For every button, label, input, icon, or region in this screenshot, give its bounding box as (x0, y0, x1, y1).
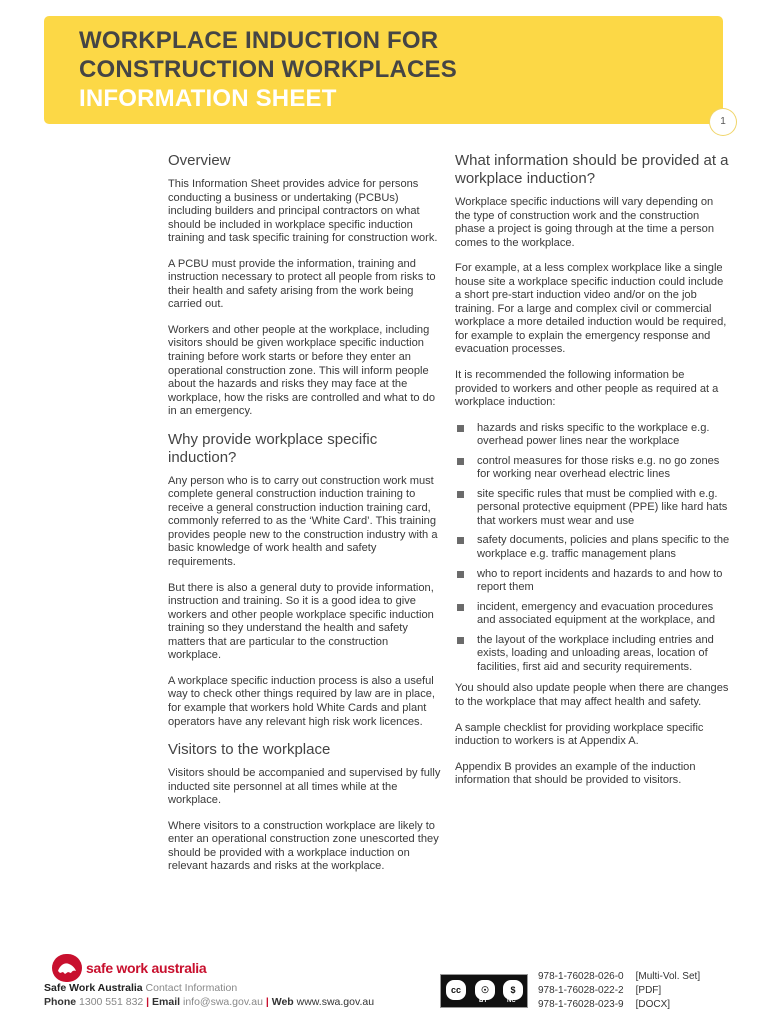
list-item-text: who to report incidents and hazards to and how to report them (477, 567, 723, 594)
cc-by-person-icon: ☉ (473, 978, 497, 1002)
document-title (79, 26, 457, 113)
square-bullet-icon (457, 491, 464, 498)
left-column (168, 152, 443, 886)
isbn-number: 978-1-76028-023-9 (538, 999, 624, 1010)
web-label: Web (271, 996, 294, 1008)
separator: | (265, 996, 269, 1008)
why-paragraph-2: But there is also a general duty to provide information, instruction and training. So it is a good idea to give workers and other people workplace specific induction training so they understand the health and safety matters that are particular to the construction workplace. (168, 581, 434, 662)
info-paragraph-4: You should also update people when there are changes to the workplace that may affect health and safety. (455, 682, 729, 708)
isbn-row (538, 998, 700, 1012)
overview-heading: Overview (168, 152, 231, 169)
visitors-heading: Visitors to the workplace (168, 741, 331, 759)
phone-number: 1300 551 832 (79, 996, 144, 1008)
list-item-text: site specific rules that must be complied with e.g. personal protective equipment (PPE) like hard hats that workers must wear and use (477, 487, 728, 527)
web-link[interactable]: www.swa.gov.au (296, 996, 375, 1008)
page-number-badge: 1 (710, 109, 736, 135)
square-bullet-icon (457, 425, 464, 432)
logo-wordmark: safe work australia (86, 960, 207, 976)
creative-commons-badge (440, 974, 528, 1008)
isbn-list (538, 970, 700, 1012)
email-link[interactable]: info@swa.gov.au (182, 996, 263, 1008)
org-line (44, 982, 237, 994)
info-paragraph-3: It is recommended the following information be provided to workers and other people as required at a workplace induction: (455, 369, 719, 409)
right-column (455, 152, 730, 800)
list-item (455, 634, 730, 675)
square-bullet-icon (457, 637, 464, 644)
visitors-paragraph-1: Visitors should be accompanied and supervised by fully inducted site personnel at all times while at the workplace. (168, 767, 441, 807)
contact-line (44, 996, 374, 1008)
info-paragraph-5: A sample checklist for providing workplace specific induction to workers is at Appendix A. (455, 721, 704, 748)
info-heading: What information should be provided at a workplace induction? (455, 152, 729, 187)
document-subtitle: INFORMATION SHEET (79, 85, 337, 112)
swa-emblem-icon (52, 954, 82, 982)
info-paragraph-6: Appendix B provides an example of the induction information that should be provided to visitors. (455, 760, 696, 787)
title-line-1: WORKPLACE INDUCTION FOR (79, 27, 439, 54)
phone-label: Phone (44, 996, 77, 1008)
cc-noncommercial-icon: $ (501, 978, 525, 1002)
cc-logo-icon: cc (444, 978, 468, 1002)
isbn-format: [PDF] (635, 985, 662, 996)
list-item (455, 601, 730, 628)
list-item (455, 568, 730, 595)
contact-info-label: Contact Information (145, 982, 238, 994)
isbn-number: 978-1-76028-022-2 (538, 985, 624, 996)
square-bullet-icon (457, 537, 464, 544)
list-item-text: safety documents, policies and plans specific to the workplace e.g. traffic management plans (477, 534, 730, 561)
list-item-text: incident, emergency and evacuation procedures and associated equipment at the workplace, and (477, 600, 716, 627)
org-name: Safe Work Australia (44, 982, 143, 994)
overview-paragraph-3: Workers and other people at the workplace, including visitors should be given workplace specific induction training before work starts or before they enter an operational construction zone. This will inform people about the hazards and risks they may face at the workplace, how the risks are controlled and what to do in an emergency. (168, 323, 436, 418)
list-item-text: control measures for those risks e.g. no go zones for working near overhead electric lines (477, 454, 720, 481)
why-heading: Why provide workplace specific induction? (168, 430, 378, 466)
isbn-row (538, 970, 700, 984)
list-item-text: hazards and risks specific to the workplace e.g. overhead power lines near the workplace (477, 421, 710, 448)
visitors-paragraph-2: Where visitors to a construction workplace are likely to enter an operational construction zone unescorted they should be provided with a workplace induction on relevant hazards and risks at the workplace. (168, 819, 439, 873)
info-paragraph-2: For example, at a less complex workplace like a single house site a workplace specific induction could include a short pre-start induction video and/or on the job training. For a large and complex civil or commercial workplace a more detailed induction would be required, for example to explain the emergency response and evacuation processes. (455, 262, 727, 356)
isbn-row (538, 984, 700, 998)
isbn-format: [Multi-Vol. Set] (635, 971, 701, 982)
list-item (455, 534, 730, 561)
square-bullet-icon (457, 604, 464, 611)
square-bullet-icon (457, 571, 464, 578)
separator: | (146, 996, 150, 1008)
list-item (455, 455, 730, 482)
list-item (455, 422, 730, 449)
cc-nc-label: NC (507, 998, 516, 1004)
overview-paragraph-1: This Information Sheet provides advice for persons conducting a business or undertaking (PCBUs) including builders and principal contractors on what should be included in workplace specific induction training and task specific training for construction work. (168, 178, 438, 245)
cc-by-label: BY (479, 998, 488, 1004)
why-paragraph-3: A workplace specific induction process is also a useful way to check other things required by law are in place, for example that workers hold White Cards and plant operators have any relevant high risk work licences. (168, 674, 436, 728)
why-paragraph-1: Any person who is to carry out construction work must complete general construction induction training to receive a general construction induction training card, commonly referred to as the ‘White Card’. This training provides people new to the construction industry with a basic knowledge of work health and safety requirements. (168, 474, 438, 569)
title-line-2: CONSTRUCTION WORKPLACES (79, 56, 457, 83)
email-label: Email (152, 996, 181, 1008)
list-item (455, 488, 730, 529)
isbn-format: [DOCX] (635, 999, 671, 1010)
page-footer (44, 954, 734, 1018)
list-item-text: the layout of the workplace including entries and exists, loading and unloading areas, location of facilities, first aid and security requirements. (477, 633, 714, 673)
overview-paragraph-2: A PCBU must provide the information, training and instruction necessary to protect all people from risks to their health and safety arising from the work being carried out. (168, 257, 436, 311)
isbn-number: 978-1-76028-026-0 (538, 971, 624, 982)
info-paragraph-1: Workplace specific inductions will vary depending on the type of construction work and the construction phase a project is going through at the time a person comes to the workplace. (455, 196, 715, 249)
square-bullet-icon (457, 458, 464, 465)
induction-items-list (455, 422, 730, 675)
